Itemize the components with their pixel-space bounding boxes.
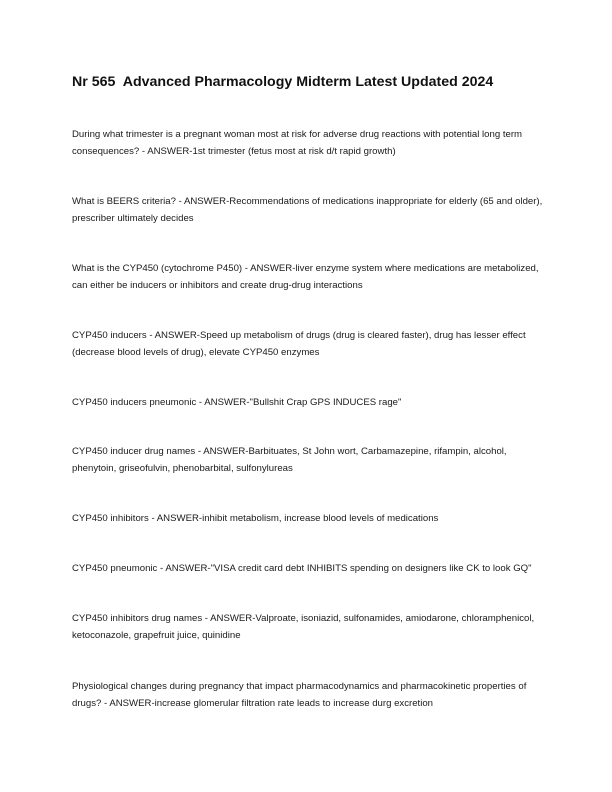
qa-entry-inducer-drug-names: CYP450 inducer drug names - ANSWER-Barbituates, St John wort, Carbamazepine, rifampin, alcohol, phenytoin, griseofulvin, phenobarbital, sulfonylureas	[72, 446, 507, 474]
qa-entry-inhibitors-pneumonic: CYP450 pneumonic - ANSWER-"VISA credit card debt INHIBITS spending on designers like CK to look GQ"	[72, 563, 532, 574]
qa-entry-cyp450-inducers: CYP450 inducers - ANSWER-Speed up metabolism of drugs (drug is cleared faster), drug has lesser effect (decrease blood levels of drug), elevate CYP450 enzymes	[72, 330, 526, 358]
qa-entry-trimester-risk: During what trimester is a pregnant woman most at risk for adverse drug reactions with potential long term consequences? - ANSWER-1st trimester (fetus most at risk d/t rapid growth)	[72, 129, 523, 157]
page-title: Nr 565 Advanced Pharmacology Midterm Latest Updated 2024	[72, 74, 494, 90]
qa-entry-cyp450-inhibitors: CYP450 inhibitors - ANSWER-inhibit metabolism, increase blood levels of medications	[72, 513, 439, 524]
qa-entry-beers-criteria: What is BEERS criteria? - ANSWER-Recommendations of medications inappropriate for elderly (65 and older), prescriber ultimately decides	[72, 196, 543, 224]
qa-entry-pregnancy-physiology: Physiological changes during pregnancy that impact pharmacodynamics and pharmacokinetic properties of drugs? - ANSWER-increase glomerular filtration rate leads to increase durg excretion	[72, 681, 527, 709]
qa-entry-cyp450-definition: What is the CYP450 (cytochrome P450) - ANSWER-liver enzyme system where medications are metabolized, can either be inducers or inhibitors and create drug-drug interactions	[72, 263, 539, 291]
qa-entry-inducers-pneumonic: CYP450 inducers pneumonic - ANSWER-"Bullshit Crap GPS INDUCES rage"	[72, 397, 402, 408]
qa-entry-inhibitor-drug-names: CYP450 inhibitors drug names - ANSWER-Valproate, isoniazid, sulfonamides, amiodarone, chloramphenicol, ketoconazole, grapefruit juice, quinidine	[72, 613, 535, 641]
